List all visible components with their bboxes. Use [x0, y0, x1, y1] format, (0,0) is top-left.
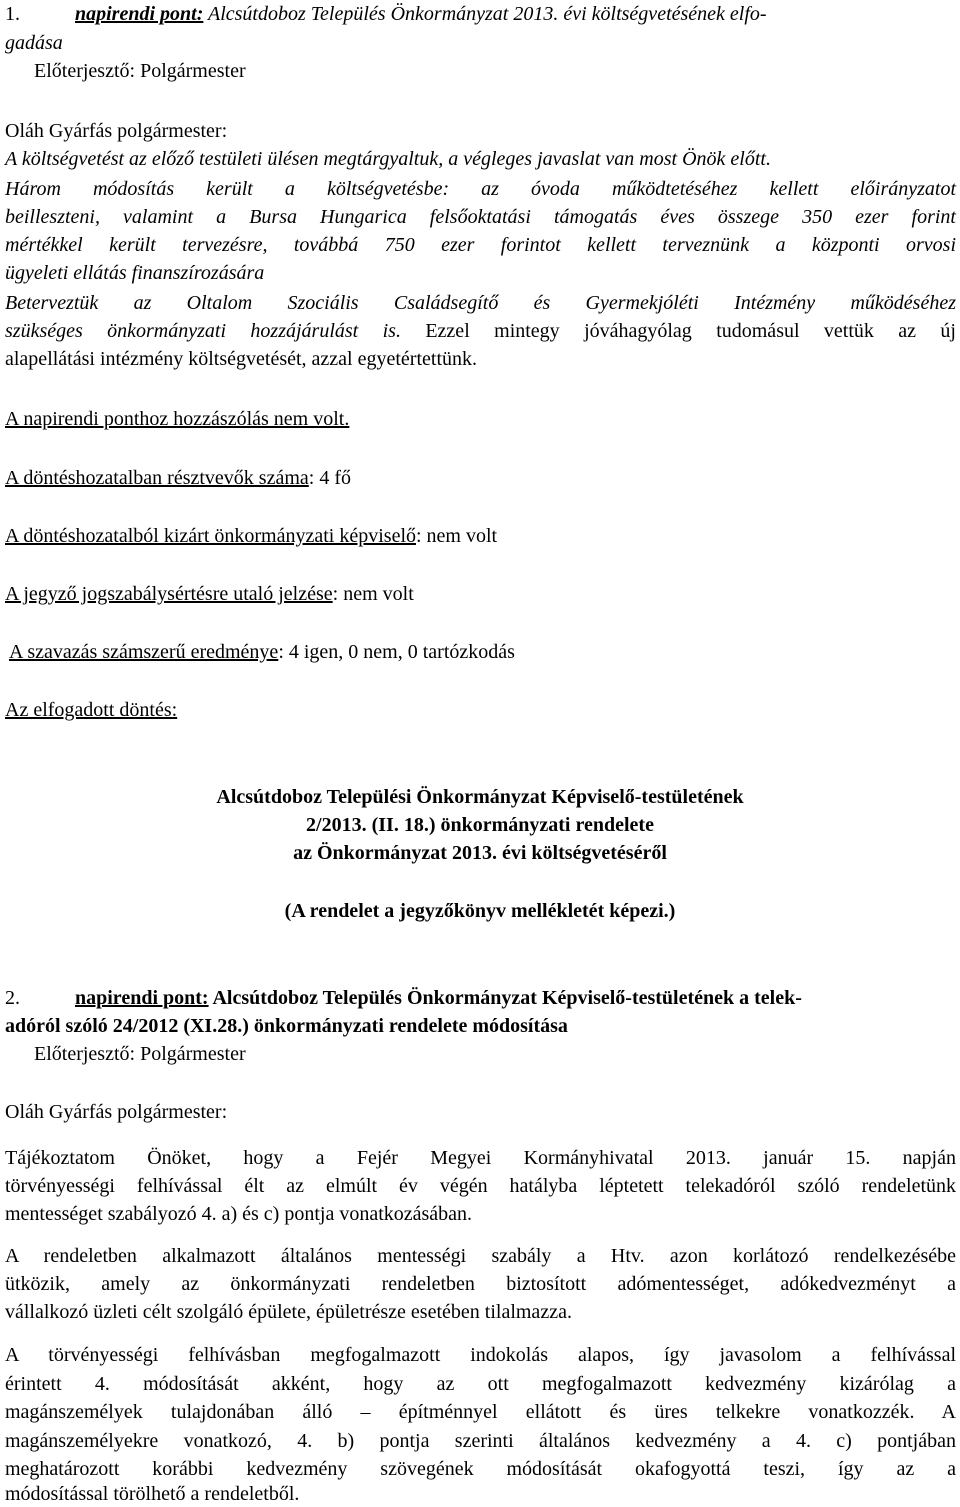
notary-label: A jegyző jogszabálysértésre utaló jelzése [5, 583, 333, 605]
agenda-item-1-speaker: Oláh Gyárfás polgármester: [5, 120, 228, 142]
excluded-value: : nem volt [416, 525, 498, 547]
item1-body-line-4: mértékkel került tervezésre, továbbá 750 ezer forintot kellett terveznünk a központi orvosi [5, 234, 956, 256]
item1-vote [9, 639, 956, 665]
item1-body-line-7 [5, 318, 956, 344]
decree-title-line2: 2/2013. (II. 18.) önkormányzati rendelete [306, 814, 654, 836]
item2-para3-line-2: érintett 4. módosítását akként, hogy az ott megfogalmazott kedvezmény kizárólag a [5, 1373, 956, 1395]
agenda-item-2-title-line2: adóról szóló 24/2012 (XI.28.) önkormányzati rendelete módosítása [5, 1015, 568, 1037]
item1-notary [5, 581, 956, 607]
item2-para2-line-2: ütközik, amely az önkormányzati rendeletben biztosított adómentességet, adókedvezményt a [5, 1273, 956, 1295]
item1-body-line-6: Beterveztük az Oltalom Szociális Családsegítő és Gyermekjóléti Intézmény működéséhez [5, 292, 956, 314]
participants-value: : 4 fő [308, 467, 351, 489]
agenda-item-1-label: napirendi pont: [75, 3, 204, 25]
decree-title-line3: az Önkormányzat 2013. évi költségvetéséről [293, 842, 667, 864]
agenda-item-1-heading [5, 1, 956, 27]
agenda-item-1-title-line1: Alcsútdoboz Település Önkormányzat 2013. évi költségvetésének elfo- [203, 3, 767, 25]
item1-participants [5, 465, 956, 491]
agenda-item-2-title-line1: Alcsútdoboz Település Önkormányzat Képviselő-testületének a telek- [208, 987, 802, 1009]
item2-para3-line-3: magánszemélyek tulajdonában álló – építménnyel ellátott és üres telkekre vonatkozzék. A [5, 1401, 956, 1423]
agenda-item-2-presenter: Előterjesztő: Polgármester [34, 1043, 246, 1065]
item1-body-line-3: beilleszteni, valamint a Bursa Hungarica felsőoktatási támogatás éves összege 350 ezer forint [5, 206, 956, 228]
vote-value: : 4 igen, 0 nem, 0 tartózkodás [278, 641, 515, 663]
agenda-item-2-heading [5, 985, 956, 1011]
item1-body-line-1: A költségvetést az előző testületi ülésen megtárgyaltuk, a végleges javaslat van most Önök előtt. [5, 148, 771, 170]
excluded-label: A döntéshozatalból kizárt önkormányzati képviselő [5, 525, 416, 547]
agenda-item-1-title-line2: gadása [5, 32, 63, 54]
item1-body-line-8: alapellátási intézmény költségvetését, azzal egyetértettünk. [5, 348, 478, 370]
item2-para3-line-6: módosítással törölhető a rendeletből. [5, 1483, 300, 1505]
participants-label: A döntéshozatalban résztvevők száma [5, 467, 309, 489]
item1-decision-label: Az elfogadott döntés: [5, 699, 178, 721]
agenda-item-2-number: 2. [5, 987, 20, 1009]
vote-label: A szavazás számszerű eredménye [9, 641, 279, 663]
item1-body-line-7b: Ezzel mintegy jóváhagyólag tudomásul vettük az új [400, 320, 956, 342]
item2-para1-line-1: Tájékoztatom Önöket, hogy a Fejér Megyei Kormányhivatal 2013. január 15. napján [5, 1147, 956, 1169]
item1-body-line-5: ügyeleti ellátás finanszírozására [5, 262, 265, 284]
notary-value: : nem volt [332, 583, 414, 605]
item2-para1-line-2: törvényességi felhívással élt az elmúlt év végén hatályba léptetett telekadóról szóló rendeletünk [5, 1175, 956, 1197]
decree-title-line1: Alcsútdoboz Települési Önkormányzat Képviselő-testületének [216, 786, 744, 808]
item2-para2-line-1: A rendeletben alkalmazott általános mentességi szabály a Htv. azon korlátozó rendelkezésébe [5, 1245, 956, 1267]
item2-para3-line-5: meghatározott korábbi kedvezmény szövegének módosítását okafogyottá teszi, így az a [5, 1458, 956, 1480]
agenda-item-1-number: 1. [5, 3, 20, 25]
item2-para1-line-3: mentességet szabályozó 4. a) és c) pontja vonatkozásában. [5, 1203, 473, 1225]
agenda-item-2-speaker: Oláh Gyárfás polgármester: [5, 1101, 228, 1123]
item1-body-line-7a: szükséges önkormányzati hozzájárulást is. [5, 320, 401, 342]
agenda-item-1-presenter: Előterjesztő: Polgármester [34, 60, 246, 82]
item2-para2-line-3: vállalkozó üzleti célt szolgáló épülete, épületrésze esetében tilalmazza. [5, 1301, 572, 1323]
agenda-item-2-label: napirendi pont: [75, 987, 209, 1009]
item2-para3-line-1: A törvényességi felhívásban megfogalmazott indokolás alapos, így javasolom a felhívással [5, 1344, 956, 1366]
item1-excluded [5, 523, 956, 549]
item1-no-comment: A napirendi ponthoz hozzászólás nem volt. [5, 408, 350, 430]
item1-body-line-2: Három módosítás került a költségvetésbe: az óvoda működtetéséhez kellett előirányzatot [5, 178, 956, 200]
item2-para3-line-4: magánszemélyekre vonatkozó, 4. b) pontja szerinti általános kedvezmény a 4. c) pontjában [5, 1430, 956, 1452]
decree-note: (A rendelet a jegyzőkönyv mellékletét képezi.) [284, 900, 676, 922]
